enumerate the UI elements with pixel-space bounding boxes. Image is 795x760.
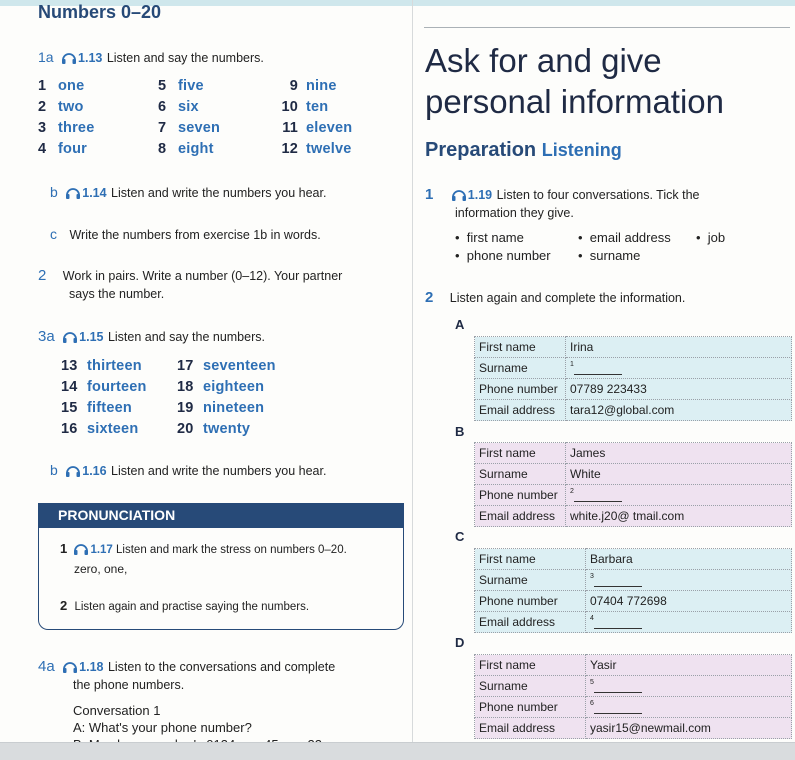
exercise-1b [50, 184, 326, 205]
field-label: Surname [475, 570, 586, 591]
table-row [475, 485, 792, 506]
number-word: eight [178, 141, 214, 157]
field-label: First name [475, 443, 566, 464]
instruction: Listen and write the numbers you hear. [111, 186, 327, 200]
answer-blank[interactable] [586, 612, 792, 633]
table-row [475, 337, 792, 358]
track-number: 1.19 [467, 188, 493, 202]
exercise-label: 2 [38, 267, 47, 284]
instruction: Write the numbers from exercise 1b in words. [69, 228, 321, 242]
exercise-3a [38, 328, 265, 349]
field-label: Surname [475, 464, 566, 485]
blank-number: 4 [590, 615, 594, 622]
number-word: five [178, 78, 204, 94]
number-digit: 2 [38, 99, 47, 115]
field-label: Email address [475, 718, 586, 739]
instruction-line-1: Listen to the conversations and complete [107, 660, 336, 674]
blank-number: 5 [590, 679, 594, 686]
number-digit: 20 [177, 421, 194, 437]
number-word: seventeen [203, 358, 276, 374]
blank-number: 6 [590, 700, 594, 707]
field-label: Phone number [475, 591, 586, 612]
exercise-label: b [50, 462, 58, 478]
number-word: two [58, 99, 84, 115]
instruction-line-2: says the number. [69, 287, 165, 301]
number-word: six [178, 99, 199, 115]
table-row [475, 570, 792, 591]
bullet-surname: • surname [578, 248, 641, 263]
blank-line [594, 575, 642, 587]
numbers-column-2 [158, 76, 220, 160]
table-row [475, 400, 792, 421]
bullet-job: • job [696, 230, 726, 245]
exercise-label: 3a [38, 328, 55, 345]
field-value: 07789 223433 [566, 379, 792, 400]
number-digit: 18 [177, 379, 194, 395]
title-rule [424, 27, 790, 28]
bullet-email-address: • email address [578, 230, 671, 245]
info-table-a [474, 336, 792, 421]
exercise-label: 2 [425, 289, 434, 306]
blank-line [594, 617, 642, 629]
exercise-2 [38, 267, 342, 285]
instruction: Listen and write the numbers you hear. [111, 464, 327, 478]
stress-example: zero, one, [74, 562, 128, 576]
number-word: twelve [306, 141, 352, 157]
track-number: 1.16 [82, 464, 107, 478]
field-value: White [566, 464, 792, 485]
exercise-label: 1a [38, 49, 54, 65]
instruction-line-1: Work in pairs. Write a number (0–12). Your partner [62, 269, 343, 283]
headphones-icon [73, 542, 89, 559]
table-row [475, 697, 792, 718]
right-exercise-2 [425, 289, 685, 307]
number-digit: 9 [289, 78, 298, 94]
number-digit: 15 [61, 400, 78, 416]
pronunciation-item-2 [60, 598, 309, 613]
field-label: Email address [475, 506, 566, 527]
headphones-icon [61, 51, 77, 70]
preparation-label: Preparation [425, 139, 537, 161]
number-word: one [58, 78, 85, 94]
number-word: nine [306, 78, 337, 94]
track-number: 1.17 [90, 544, 113, 556]
blank-number: 2 [570, 488, 574, 495]
answer-blank[interactable] [586, 697, 792, 718]
number-word: four [58, 141, 87, 157]
number-word: three [58, 120, 95, 136]
answer-blank[interactable] [586, 570, 792, 591]
table-row [475, 464, 792, 485]
bullet-text: surname [589, 248, 641, 263]
bullet-text: first name [466, 230, 524, 245]
number-digit: 4 [38, 141, 47, 157]
number-word: fourteen [87, 379, 147, 395]
page-gutter [412, 0, 413, 742]
bullet-phone-number: • phone number [455, 248, 551, 263]
number-word: eighteen [203, 379, 265, 395]
instruction: Listen and mark the stress on numbers 0–20. [116, 544, 347, 556]
table-row [475, 718, 792, 739]
bullet-text: email address [589, 230, 671, 245]
number-digit: 6 [158, 99, 167, 115]
blank-number: 3 [590, 573, 594, 580]
page-title-line-1: Ask for and give [425, 42, 662, 79]
blank-line [594, 702, 642, 714]
table-row [475, 379, 792, 400]
field-label: Phone number [475, 379, 566, 400]
field-label: Email address [475, 612, 586, 633]
exercise-3b [50, 462, 326, 483]
exercise-1a [38, 49, 264, 70]
page-title-line-2: personal information [425, 83, 724, 120]
blank-line [574, 363, 622, 375]
bullet-text: job [707, 230, 726, 245]
bullet-text: phone number [466, 248, 551, 263]
number-digit: 5 [158, 78, 167, 94]
table-row [475, 443, 792, 464]
preparation-heading [425, 139, 622, 162]
table-row [475, 549, 792, 570]
table-label-b: B [455, 424, 465, 439]
answer-blank[interactable] [586, 676, 792, 697]
instruction-line-2: the phone numbers. [73, 678, 185, 692]
pronunciation-heading: PRONUNCIATION [38, 503, 404, 528]
instruction: Listen again and complete the information. [449, 291, 686, 305]
field-label: First name [475, 655, 586, 676]
track-number: 1.18 [79, 660, 104, 674]
field-label: Surname [475, 358, 566, 379]
track-number: 1.13 [78, 51, 103, 65]
exercise-label: c [50, 226, 57, 242]
field-label: Phone number [475, 485, 566, 506]
number-digit: 13 [61, 358, 78, 374]
instruction: Listen and say the numbers. [106, 51, 264, 65]
track-number: 1.14 [82, 186, 107, 200]
number-word: ten [306, 99, 329, 115]
table-row [475, 358, 792, 379]
number-digit: 7 [158, 120, 167, 136]
bottom-band [0, 742, 795, 760]
blank-number: 1 [570, 361, 574, 368]
section-title: Numbers 0–20 [38, 2, 162, 22]
number-digit: 11 [282, 120, 298, 136]
field-label: Surname [475, 676, 586, 697]
bullet-first-name: • first name [455, 230, 524, 245]
field-value: James [566, 443, 792, 464]
headphones-icon [65, 464, 81, 483]
exercise-label: 1 [425, 186, 434, 203]
numbers-column-3 [276, 76, 352, 160]
table-label-c: C [455, 529, 465, 544]
blank-line [574, 490, 622, 502]
field-value: Yasir [586, 655, 792, 676]
number-word: twenty [203, 421, 251, 437]
number-digit: 8 [158, 141, 167, 157]
info-table-d [474, 654, 792, 739]
instruction: Listen again and practise saying the numbers. [74, 601, 310, 613]
field-value: white.j20@ tmail.com [566, 506, 792, 527]
number-digit: 3 [38, 120, 47, 136]
number-word: fifteen [87, 400, 132, 416]
instruction-line-2: information they give. [455, 206, 574, 220]
exercise-1c [50, 226, 321, 244]
number-digit: 10 [281, 99, 298, 115]
numbers-17-20 [177, 356, 276, 440]
conversation-title: Conversation 1 [73, 703, 161, 718]
table-label-a: A [455, 317, 465, 332]
exercise-label: 4a [38, 658, 55, 675]
field-label: First name [475, 337, 566, 358]
track-number: 1.15 [79, 330, 104, 344]
table-row [475, 655, 792, 676]
item-number: 1 [60, 541, 68, 556]
pronunciation-item-1 [60, 541, 347, 559]
instruction-line-1: Listen to four conversations. Tick the [496, 188, 700, 202]
number-word: seven [178, 120, 221, 136]
number-digit: 1 [38, 78, 47, 94]
number-digit: 16 [61, 421, 78, 437]
field-label: Phone number [475, 697, 586, 718]
table-row [475, 591, 792, 612]
table-row [475, 506, 792, 527]
answer-blank[interactable] [566, 358, 792, 379]
number-digit: 17 [177, 358, 194, 374]
field-label: First name [475, 549, 586, 570]
headphones-icon [62, 660, 78, 679]
number-digit: 14 [61, 379, 78, 395]
exercise-label: b [50, 184, 58, 200]
field-value: yasir15@newmail.com [586, 718, 792, 739]
field-value: tara12@global.com [566, 400, 792, 421]
field-value: Irina [566, 337, 792, 358]
numbers-column-1 [38, 76, 94, 160]
field-value: 07404 772698 [586, 591, 792, 612]
table-label-d: D [455, 635, 465, 650]
number-word: eleven [306, 120, 353, 136]
number-word: nineteen [203, 400, 265, 416]
headphones-icon [62, 330, 78, 349]
conversation-line-1: A: What's your phone number? [73, 720, 252, 735]
blank-line [594, 681, 642, 693]
item-number: 2 [60, 598, 68, 613]
table-row [475, 676, 792, 697]
info-table-c [474, 548, 792, 633]
listening-label: Listening [541, 140, 622, 160]
table-row [475, 612, 792, 633]
numbers-13-16 [61, 356, 147, 440]
right-exercise-1 [425, 186, 699, 207]
info-table-b [474, 442, 792, 527]
field-label: Email address [475, 400, 566, 421]
headphones-icon [451, 188, 467, 207]
exercise-4a [38, 658, 335, 679]
number-digit: 12 [281, 141, 298, 157]
headphones-icon [65, 186, 81, 205]
number-word: thirteen [87, 358, 142, 374]
number-digit: 19 [177, 400, 194, 416]
answer-blank[interactable] [566, 485, 792, 506]
instruction: Listen and say the numbers. [107, 330, 265, 344]
field-value: Barbara [586, 549, 792, 570]
number-word: sixteen [87, 421, 139, 437]
